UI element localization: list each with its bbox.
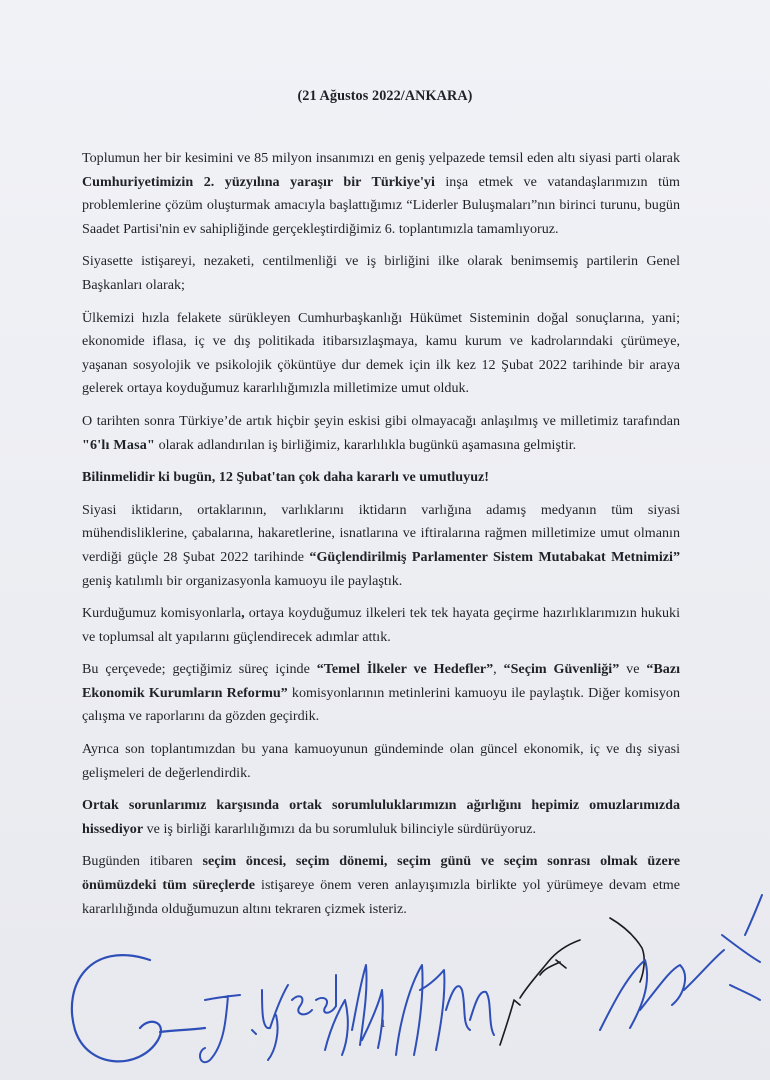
page-number: 1 <box>380 1016 386 1030</box>
paragraph-9: Ayrıca son toplantımızdan bu yana kamuoyunun gündeminde olan güncel ekonomik, iç ve dış siyasi gelişmeleri de değerlendirdik. <box>82 741 680 781</box>
paragraph-10-bold: Ortak sorunlarımız karşısında ortak sorumluluklarımızın ağırlığını hepimiz omuzlarımızda hissediyor <box>82 797 680 837</box>
paragraph-7-bold-comma: , <box>241 605 245 622</box>
paragraph-4-bold: "6'lı Masa" <box>82 436 156 453</box>
signature-1 <box>72 955 205 1061</box>
paragraph-5 <box>82 466 680 490</box>
paragraph-11-bold: seçim öncesi, seçim dönemi, seçim günü ve seçim sonrası olmak üzere önümüzdeki tüm süreçlerde <box>82 853 680 894</box>
paragraph-8-bold-1: “Temel İlkeler ve Hedefler” <box>316 661 494 678</box>
paragraph-4-text-a: O tarihten sonra Türkiye’de artık hiçbir şeyin eskisi gibi olmayacağı anlaşılmış ve milletimiz tarafından <box>82 412 680 429</box>
paragraph-5-bold: Bilinmelidir ki bugün, 12 Şubat'tan çok daha kararlı ve umutluyuz! <box>82 469 489 486</box>
signature-5 <box>500 918 644 1045</box>
paragraph-10 <box>82 794 680 841</box>
signature-2 <box>200 975 336 1062</box>
paragraph-8-bold-2: “Seçim Güvenliği” <box>503 661 620 678</box>
paragraph-1-text-c: inşa etmek ve vatandaşlarımızın tüm problemlerine çözüm oluşturmak amacıyla başlattığımız “Liderler Buluşmaları”nın birinci turunu, bugün Saadet Partisi'nin ev sahipliğinde gerçekleştirdiğimiz 6. toplantımızla tamamlıyoruz. <box>82 173 680 237</box>
paragraph-10-text-b: ve iş birliği kararlılığımızı da bu sorumluluk bilinciyle sürdürüyoruz. <box>143 820 537 837</box>
paragraph-6-text-a: Siyasi iktidarın, ortaklarının, varlıklarını iktidarın varlığına adamış medyanın tüm siyasi mühendisliklerine, çabalarına, hakaretlerine, isnatlarına ve iftiralarına rağmen milletimize umut olmanın verdiği güçle 28 Şubat 2022 tarihinde <box>82 501 680 565</box>
paragraph-8-bold-3: “Bazı Ekonomik Kurumların Reformu” <box>82 661 680 701</box>
paragraph-4 <box>82 410 680 457</box>
paragraph-2: Siyasette istişareyi, nezaketi, centilmenliği ve iş birliğini ilke olarak benimsemiş partilerin Genel Başkanları olarak; <box>82 253 680 293</box>
paragraph-7-text-c: ortaya koyduğumuz ilkeleri tek tek hayata geçirme hazırlıklarımızın hukuki ve toplumsal alt yapılarını güçlendirecek adımlar attık. <box>82 605 681 645</box>
paragraph-11 <box>82 850 680 921</box>
paragraph-8-text-c: , <box>493 661 504 678</box>
paragraph-6-text-c: geniş katılımlı bir organizasyonla kamuoyu ile paylaştık. <box>82 572 403 589</box>
paragraph-7-text-a: Kurduğumuz komisyonlarla <box>82 605 242 622</box>
paragraph-1 <box>82 147 680 241</box>
paragraph-11-text-c: istişareye önem veren anlayışımızla birlikte yol yürümeye devam etme kararlılığında olduğumuzun altını tekraren çizmek isteriz. <box>82 877 680 917</box>
paragraph-8-text-a: Bu çerçevede; geçtiğimiz süreç içinde <box>82 661 317 678</box>
paragraph-8-text-g: komisyonlarının metinlerini kamuoyu ile paylaştık. Diğer komisyon çalışma ve raporlarını da gözden geçirdik. <box>82 684 680 725</box>
paragraph-8-text-e: ve <box>619 661 647 678</box>
paragraph-7 <box>82 602 680 649</box>
paragraph-3: Ülkemizi hızla felakete sürükleyen Cumhurbaşkanlığı Hükümet Sisteminin doğal sonuçlarına, yani; ekonomide iflasa, iç ve dış politikada itibarsızlaşmaya, kamu kurum ve kadrolarındaki çürümeye, yaşanan sosyolojik ve psikolojik çöküntüye dur demek için ilk kez 12 Şubat 2022 tarihinde bir araya gelerek ortaya koyduğumuz kararlılığımızla milletimize umut olduk. <box>82 309 680 397</box>
paragraph-1-bold: Cumhuriyetimizin 2. yüzyılına yaraşır bir Türkiye'yi <box>82 173 435 190</box>
paragraph-6 <box>82 499 680 593</box>
document-body <box>82 147 680 930</box>
paragraph-1-text-a: Toplumun her bir kesimini ve 85 milyon insanımızı en geniş yelpazede temsil eden altı siyasi parti olarak <box>82 150 680 166</box>
date-line: (21 Ağustos 2022/ANKARA) <box>297 88 473 104</box>
paragraph-4-text-c: olarak adlandırılan iş birliğimiz, kararlılıkla bugünkü aşamasına gelmiştir. <box>155 436 577 453</box>
signature-4 <box>396 965 494 1055</box>
paragraph-6-bold: “Güçlendirilmiş Parlamenter Sistem Mutabakat Metnimizi” <box>309 548 680 565</box>
signature-3 <box>325 965 383 1055</box>
paragraph-11-text-a: Bugünden itibaren <box>82 853 203 870</box>
paragraph-8 <box>82 658 680 729</box>
